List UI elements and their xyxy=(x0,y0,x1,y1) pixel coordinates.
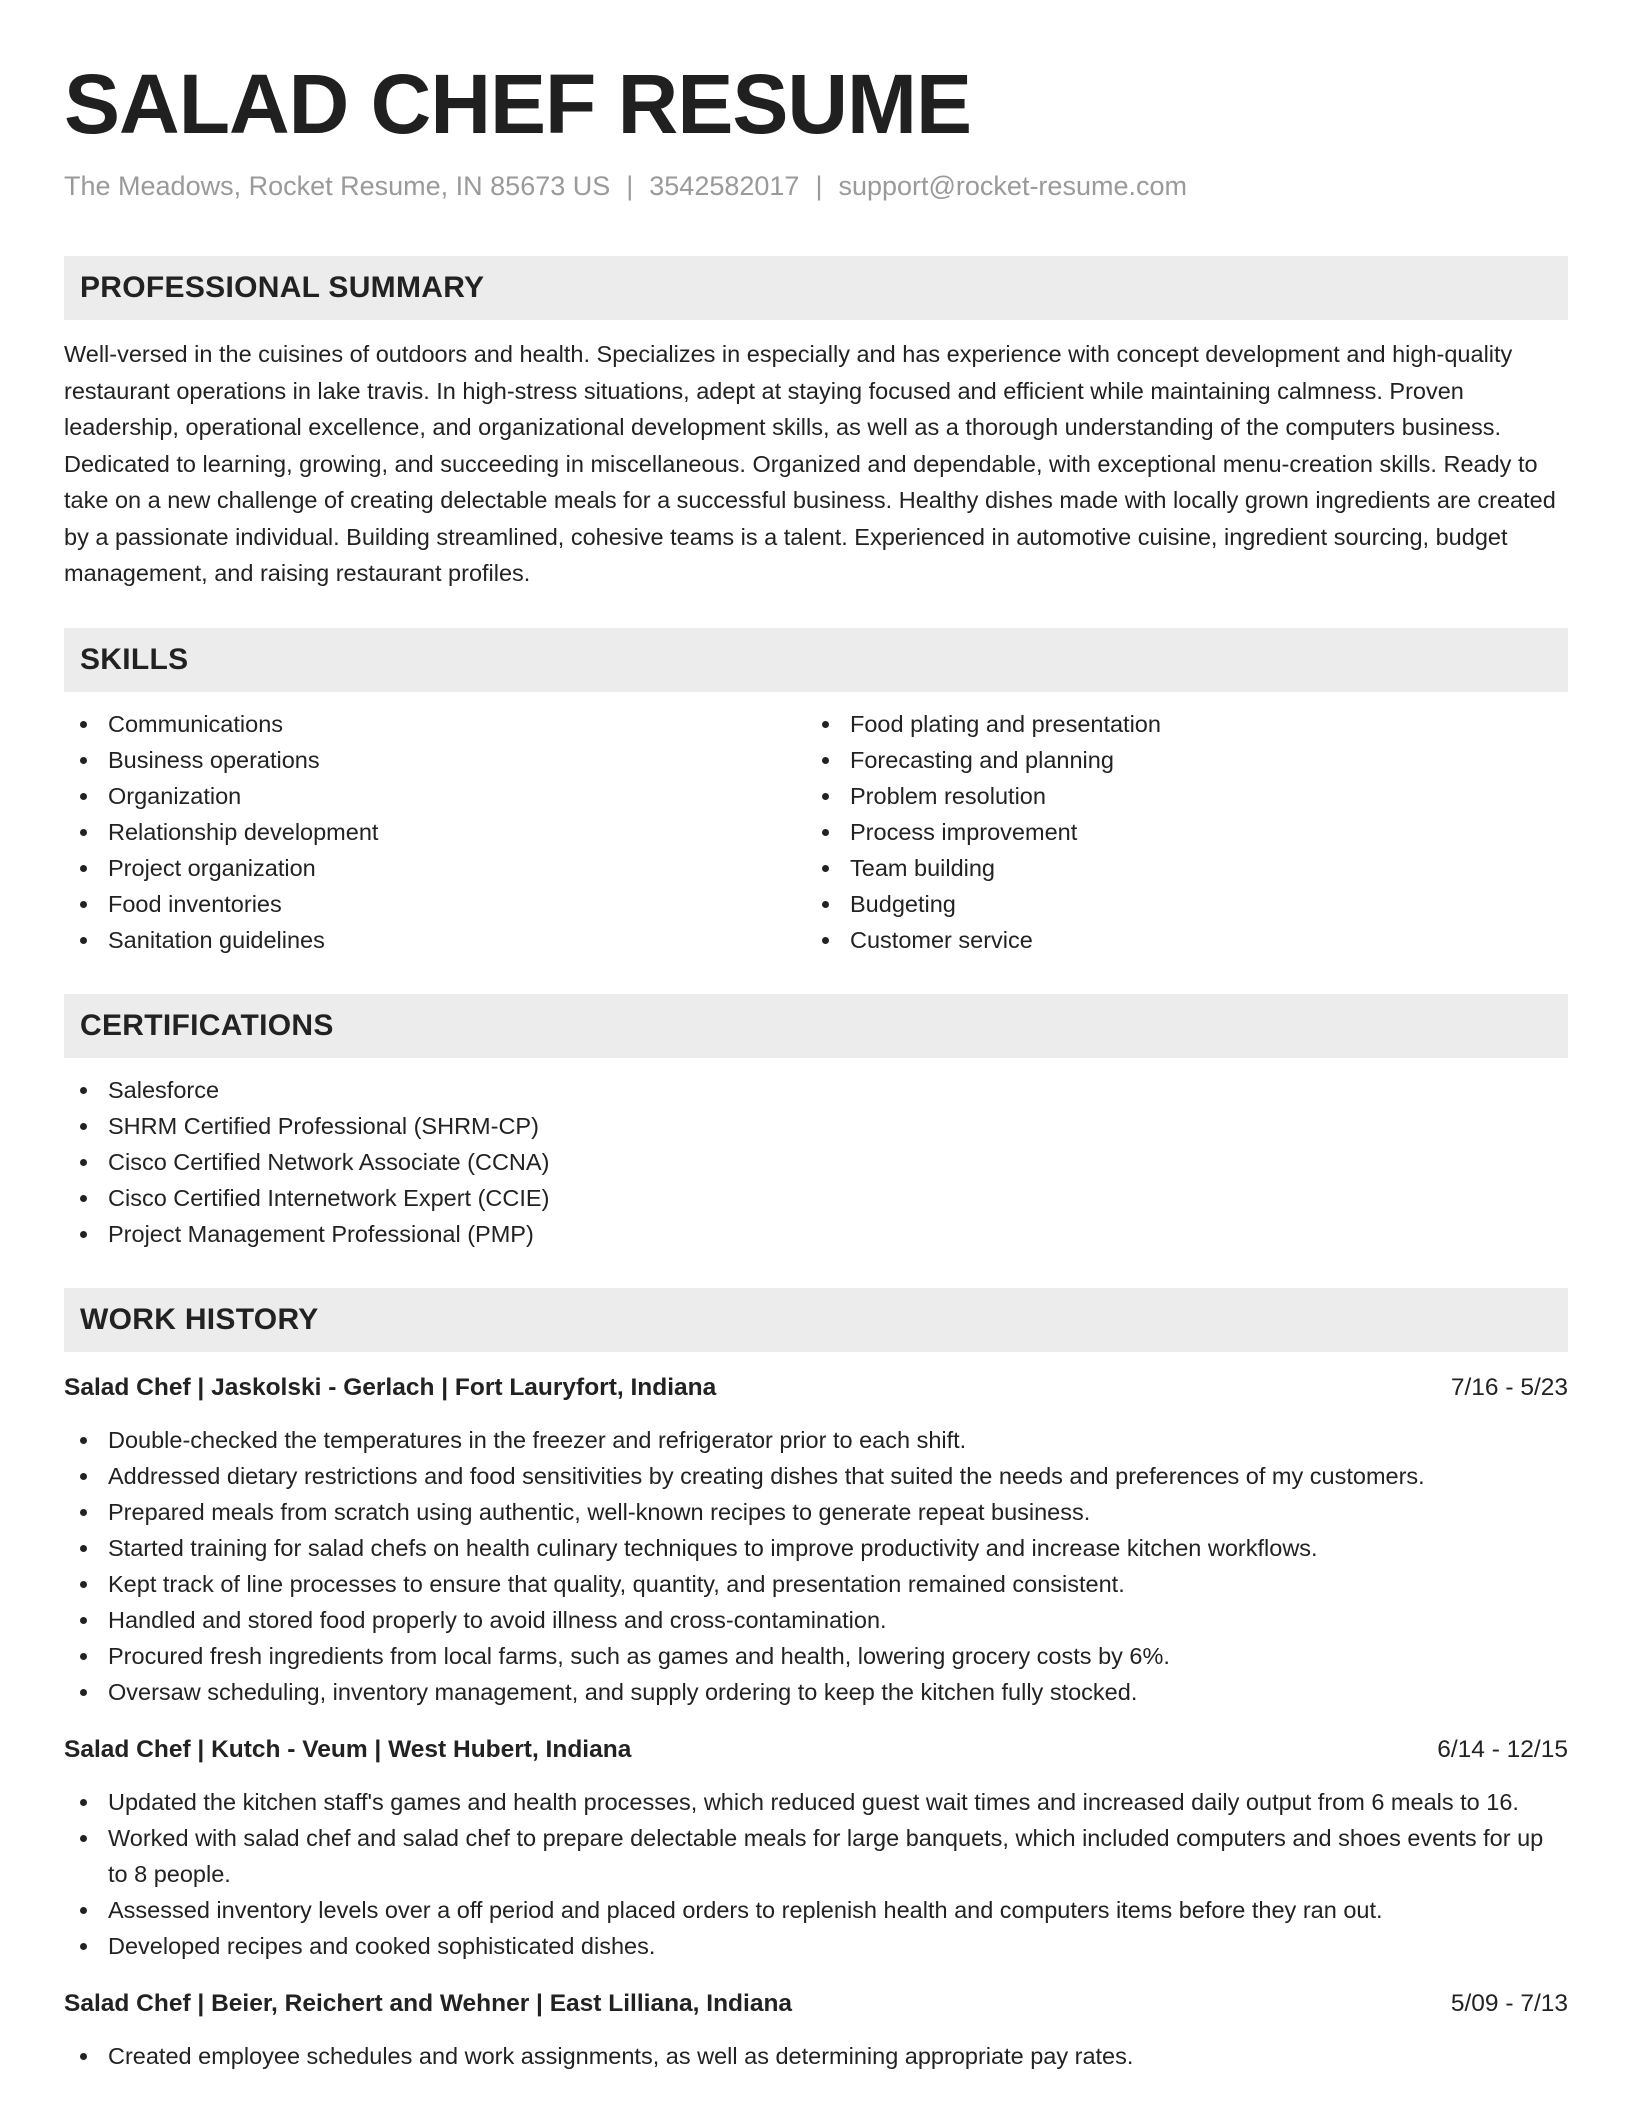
skill-item: Relationship development xyxy=(64,814,806,850)
job-bullet: Procured fresh ingredients from local farms, such as games and health, lowering grocery costs by 6%. xyxy=(64,1638,1568,1674)
job-bullet: Oversaw scheduling, inventory management, and supply ordering to keep the kitchen fully stocked. xyxy=(64,1674,1568,1710)
skill-item: Sanitation guidelines xyxy=(64,922,806,958)
contact-line xyxy=(64,168,1568,204)
job-bullet: Worked with salad chef and salad chef to prepare delectable meals for large banquets, which included computers and shoes events for up to 8 people. xyxy=(64,1820,1568,1892)
skill-item: Food plating and presentation xyxy=(806,706,1548,742)
skill-item: Organization xyxy=(64,778,806,814)
certification-item: Salesforce xyxy=(64,1072,1568,1108)
job-bullet: Updated the kitchen staff's games and health processes, which reduced guest wait times and increased daily output from 6 meals to 16. xyxy=(64,1784,1568,1820)
job-bullet: Assessed inventory levels over a off period and placed orders to replenish health and computers items before they ran out. xyxy=(64,1892,1568,1928)
certification-item: Cisco Certified Network Associate (CCNA) xyxy=(64,1144,1568,1180)
job-bullets xyxy=(64,1422,1568,1710)
certification-item: Project Management Professional (PMP) xyxy=(64,1216,1568,1252)
contact-email: support@rocket-resume.com xyxy=(838,171,1187,201)
job-bullet: Developed recipes and cooked sophisticated dishes. xyxy=(64,1928,1568,1964)
job-bullets xyxy=(64,1784,1568,1964)
work-history-list xyxy=(64,1370,1568,2074)
skill-item: Team building xyxy=(806,850,1548,886)
contact-separator: | xyxy=(626,171,634,201)
job-dates: 6/14 - 12/15 xyxy=(1437,1735,1568,1763)
certification-item: Cisco Certified Internetwork Expert (CCIE) xyxy=(64,1180,1568,1216)
job-title: Salad Chef | Kutch - Veum | West Hubert, Indiana xyxy=(64,1735,632,1763)
job-bullets xyxy=(64,2038,1568,2074)
contact-phone: 3542582017 xyxy=(649,171,800,201)
certifications-list xyxy=(64,1072,1568,1252)
job-header xyxy=(64,1370,1568,1406)
job-entry xyxy=(64,1370,1568,1710)
job-bullet: Addressed dietary restrictions and food sensitivities by creating dishes that suited the needs and preferences of my customers. xyxy=(64,1458,1568,1494)
job-header xyxy=(64,1732,1568,1768)
contact-address: The Meadows, Rocket Resume, IN 85673 US xyxy=(64,171,611,201)
job-bullet: Kept track of line processes to ensure that quality, quantity, and presentation remained consistent. xyxy=(64,1566,1568,1602)
skills-columns xyxy=(64,706,1568,958)
job-entry xyxy=(64,1986,1568,2074)
job-bullet: Double-checked the temperatures in the freezer and refrigerator prior to each shift. xyxy=(64,1422,1568,1458)
skill-item: Process improvement xyxy=(806,814,1548,850)
skill-item: Communications xyxy=(64,706,806,742)
job-header xyxy=(64,1986,1568,2022)
job-bullet: Handled and stored food properly to avoid illness and cross-contamination. xyxy=(64,1602,1568,1638)
skill-item: Forecasting and planning xyxy=(806,742,1548,778)
skill-item: Problem resolution xyxy=(806,778,1548,814)
contact-separator: | xyxy=(815,171,823,201)
job-bullet: Prepared meals from scratch using authentic, well-known recipes to generate repeat business. xyxy=(64,1494,1568,1530)
skill-item: Project organization xyxy=(64,850,806,886)
skills-list-right xyxy=(806,706,1548,958)
skill-item: Customer service xyxy=(806,922,1548,958)
job-dates: 7/16 - 5/23 xyxy=(1450,1373,1568,1401)
skill-item: Business operations xyxy=(64,742,806,778)
skills-heading: SKILLS xyxy=(64,628,1568,692)
job-title: Salad Chef | Jaskolski - Gerlach | Fort Lauryfort, Indiana xyxy=(64,1373,717,1401)
job-dates: 5/09 - 7/13 xyxy=(1450,1989,1568,2017)
job-bullet: Started training for salad chefs on health culinary techniques to improve productivity and increase kitchen workflows. xyxy=(64,1530,1568,1566)
skill-item: Food inventories xyxy=(64,886,806,922)
certification-item: SHRM Certified Professional (SHRM-CP) xyxy=(64,1108,1568,1144)
resume-title: SALAD CHEF RESUME xyxy=(64,57,972,151)
work-history-heading: WORK HISTORY xyxy=(64,1288,1568,1352)
summary-text: Well-versed in the cuisines of outdoors and health. Specializes in especially and has experience with concept development and high-quality restaurant operations in lake travis. In high-stress situations, adept at staying focused and efficient while maintaining calmness. Proven leadership, operational excellence, and organizational development skills, as well as a thorough understanding of the computers business. Dedicated to learning, growing, and succeeding in miscellaneous. Organized and dependable, with exceptional menu-creation skills. Ready to take on a new challenge of creating delectable meals for a successful business. Healthy dishes made with locally grown ingredients are created by a passionate individual. Building streamlined, cohesive teams is a talent. Experienced in automotive cuisine, ingredient sourcing, budget management, and raising restaurant profiles. xyxy=(64,341,1556,586)
certifications-heading: CERTIFICATIONS xyxy=(64,994,1568,1058)
skills-list-left xyxy=(64,706,806,958)
job-title: Salad Chef | Beier, Reichert and Wehner | East Lilliana, Indiana xyxy=(64,1989,793,2017)
job-bullet: Created employee schedules and work assignments, as well as determining appropriate pay rates. xyxy=(64,2038,1568,2074)
job-entry xyxy=(64,1732,1568,1964)
skill-item: Budgeting xyxy=(806,886,1548,922)
summary-heading: PROFESSIONAL SUMMARY xyxy=(64,256,1568,320)
